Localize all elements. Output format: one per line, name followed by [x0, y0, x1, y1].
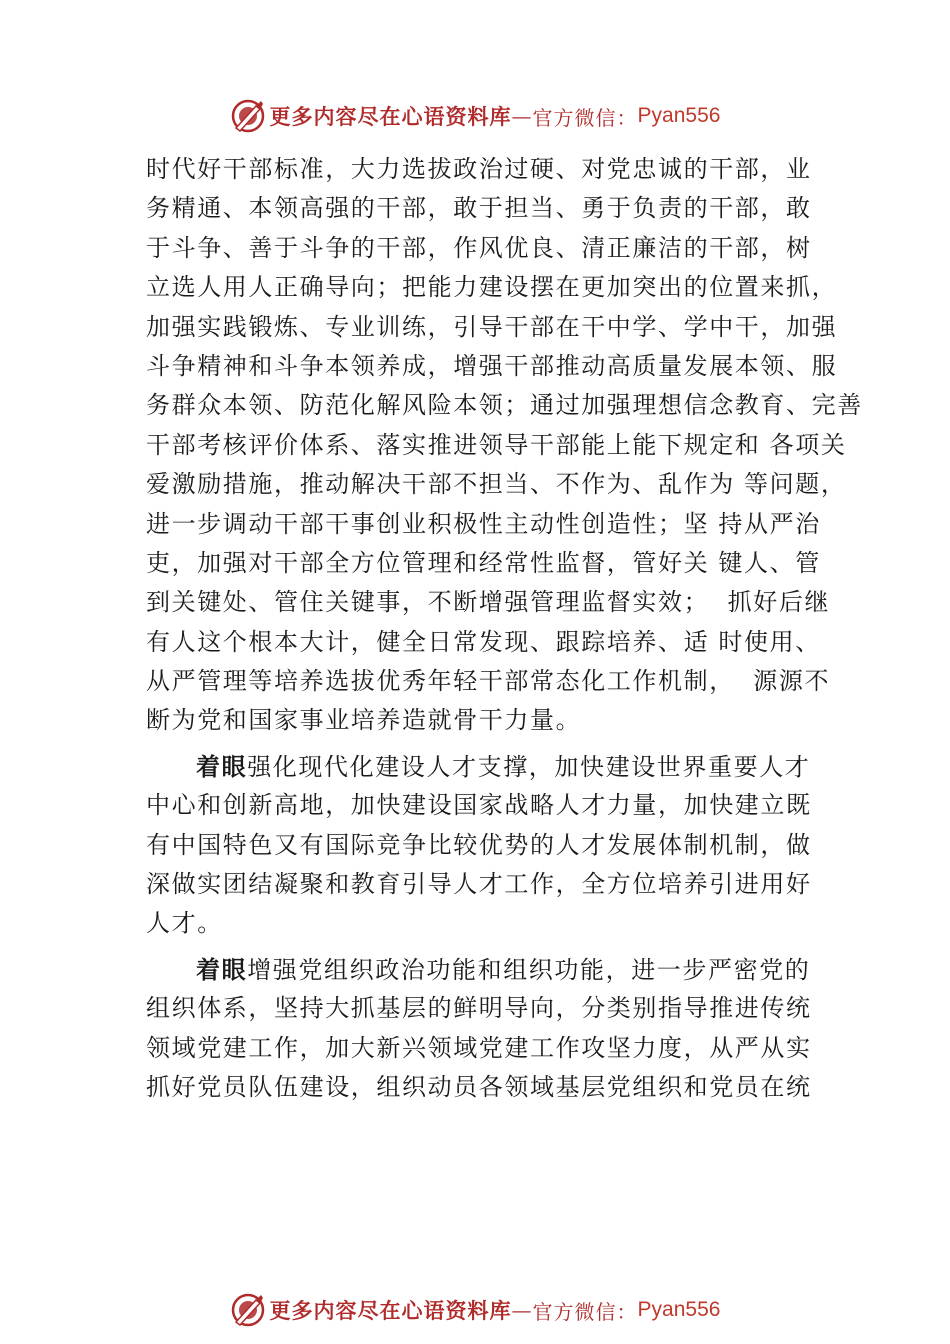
paragraph-3	[146, 950, 836, 1108]
footer-site-name: 更多内容尽在心语资料库	[269, 1298, 512, 1323]
paragraph-first-line	[146, 950, 836, 989]
text-line: 领域党建工作，加大新兴领域党建工作攻坚力度，从严从实	[146, 1033, 812, 1062]
footer-wechat-label: 官方微信：	[532, 1299, 638, 1324]
paragraph-2	[146, 747, 836, 944]
text-line: 吏，加强对干部全方位管理和经常性监督，管好关 键人、管	[146, 548, 821, 577]
text-line: 有人这个根本大计，健全日常发现、跟踪培养、适 时使用、	[146, 627, 821, 656]
text-line: 断为党和国家事业培养造就骨干力量。	[146, 706, 582, 735]
footer-wechat-id: Pyan556	[637, 1298, 721, 1321]
text-line: 爱激励措施，推动解决干部不担当、不作为、乱作为 等问题，	[146, 470, 847, 499]
paragraph-keyword: 着眼	[196, 954, 248, 984]
pen-logo-icon	[230, 1292, 266, 1328]
text-fragment: 强化现代化建设人才支撑，加快建设世界重要人才	[247, 752, 811, 781]
paragraph-1	[146, 150, 863, 741]
text-line: 加强实践锻炼、专业训练，引导干部在干中学、学中干，加强	[146, 312, 838, 341]
text-line: 中心和创新高地，加快建设国家战略人才力量，加快建立既	[146, 791, 812, 820]
text-line: 从严管理等培养选拔优秀年轻干部常态化工作机制， 源源不	[146, 667, 831, 696]
header-site-name: 更多内容尽在心语资料库	[269, 104, 512, 129]
text-line: 时代好干部标准，大力选拔政治过硬、对党忠诚的干部，业	[146, 155, 812, 183]
text-line: 深做实团结凝聚和教育引导人才工作，全方位培养引进用好	[146, 870, 812, 899]
text-line: 到关键处、管住关键事，不断增强管理监督实效； 抓好后继	[146, 588, 831, 617]
header-dash: —	[511, 104, 533, 128]
text-line: 于斗争、善于斗争的干部，作风优良、清正廉洁的干部，树	[146, 233, 812, 262]
footer-dash: —	[511, 1298, 533, 1322]
header-banner	[0, 96, 950, 136]
text-line: 人才。	[146, 909, 223, 938]
document-body	[146, 150, 863, 1107]
footer-banner	[0, 1290, 950, 1330]
paragraph-keyword: 着眼	[196, 751, 248, 781]
text-fragment: 增强党组织政治功能和组织功能，进一步严密党的	[247, 955, 811, 984]
pen-logo-icon	[230, 98, 266, 134]
paragraph-first-line	[146, 747, 836, 786]
text-line: 干部考核评价体系、落实推进领导干部能上能下规定和 各项关	[146, 430, 847, 459]
text-line: 立选人用人正确导向；把能力建设摆在更加突出的位置来抓，	[146, 273, 838, 302]
text-line: 务群众本领、防范化解风险本领；通过加强理想信念教育、完善	[146, 391, 863, 420]
text-line: 有中国特色又有国际竞争比较优势的人才发展体制机制，做	[146, 830, 812, 859]
text-line: 进一步调动干部干事创业积极性主动性创造性；坚 持从严治	[146, 509, 821, 538]
text-line: 务精通、本领高强的干部，敢于担当、勇于负责的干部，敢	[146, 194, 812, 223]
text-line: 组织体系，坚持大抓基层的鲜明导向，分类别指导推进传统	[146, 994, 812, 1023]
header-wechat-label: 官方微信：	[532, 105, 638, 130]
text-line: 斗争精神和斗争本领养成，增强干部推动高质量发展本领、服	[146, 351, 838, 380]
text-line: 抓好党员队伍建设，组织动员各领域基层党组织和党员在统	[146, 1072, 812, 1101]
header-wechat-id: Pyan556	[637, 104, 721, 127]
